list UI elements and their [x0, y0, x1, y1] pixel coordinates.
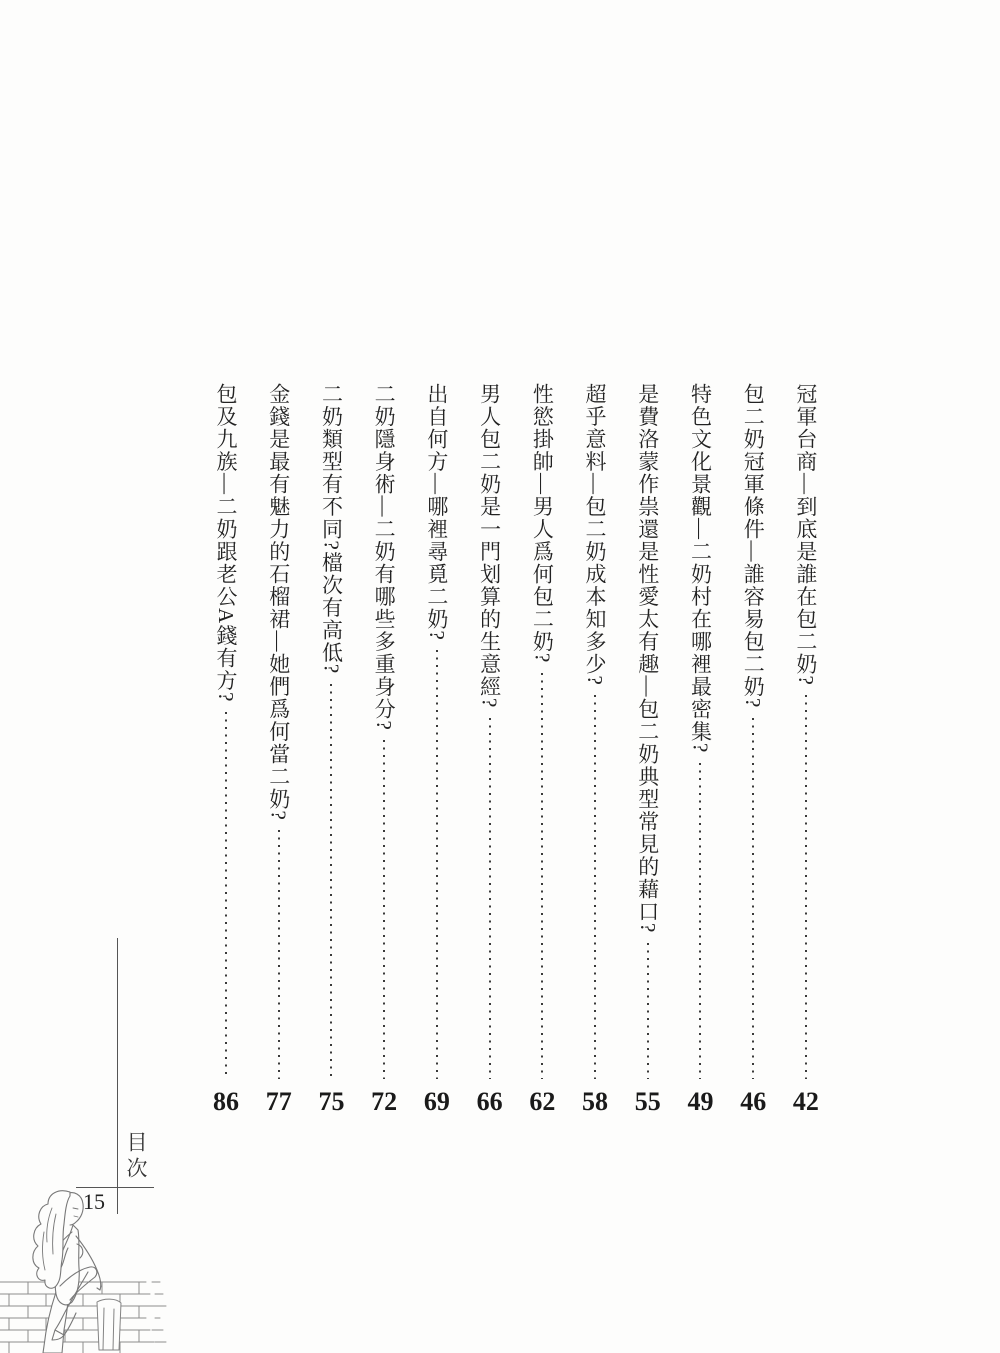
toc-entry-title: 二奶類型有不同?檔次有高低?: [319, 383, 344, 675]
toc-entry: [727, 383, 779, 1115]
page-number-folio: 15: [83, 1189, 105, 1214]
brick-wall-icon: [0, 1282, 166, 1353]
toc-page-number: 62: [529, 1087, 556, 1116]
toc-entry: [622, 383, 674, 1115]
toc-entry-title: 二奶隱身術—二奶有哪些多重身分?: [372, 383, 397, 732]
stool-icon: [97, 1299, 121, 1350]
toc-leader-dots: [225, 712, 227, 1079]
toc-entry: [253, 383, 305, 1115]
toc-entry-title: 超乎意料—包二奶成本知多少?: [583, 383, 608, 687]
toc-leader-dots: [330, 684, 332, 1079]
toc-entry-title: 冠軍台商—到底是誰在包二奶?: [793, 383, 818, 687]
toc-leader-dots: [383, 740, 385, 1079]
toc-page-number: 77: [265, 1087, 292, 1116]
toc-entry: [780, 383, 832, 1115]
toc-page-number: 55: [634, 1087, 661, 1116]
woman-on-brick-wall-illustration: [0, 1180, 200, 1353]
toc-leader-dots: [541, 673, 543, 1079]
woman-figure-icon: [33, 1191, 101, 1353]
toc-entry-title: 包及九族—二奶跟老公A錢有方?: [214, 383, 239, 703]
toc-leader-dots: [805, 695, 807, 1079]
toc-leader-dots: [436, 650, 438, 1079]
toc-entry: [200, 383, 252, 1115]
toc-leader-dots: [594, 695, 596, 1079]
toc-entry-title: 男人包二奶是一門划算的生意經?: [477, 383, 502, 709]
toc-leader-dots: [752, 718, 754, 1079]
toc-page-number: 75: [318, 1087, 345, 1116]
toc-page-number: 86: [213, 1087, 239, 1116]
toc-entry-title: 金錢是最有魅力的石榴裙—她們爲何當二奶?: [266, 383, 291, 822]
footer-vertical-rule: [117, 938, 118, 1214]
toc-page-number: 72: [371, 1087, 398, 1116]
toc-leader-dots: [647, 943, 649, 1079]
toc-entry: [358, 383, 410, 1115]
toc-page-number: 49: [687, 1087, 714, 1116]
toc-column-list: [200, 383, 832, 1115]
section-label: 目次: [124, 1131, 148, 1183]
toc-page-number: 69: [423, 1087, 450, 1116]
toc-entry-title: 特色文化景觀—二奶村在哪裡最密集?: [688, 383, 713, 754]
toc-page-number: 42: [792, 1087, 819, 1116]
toc-entry: [464, 383, 516, 1115]
toc-entry-title: 是費洛蒙作祟還是性愛太有趣—包二奶典型常見的藉口?: [635, 383, 660, 934]
toc-entry-title: 包二奶冠軍條件—誰容易包二奶?: [741, 383, 766, 709]
toc-leader-dots: [699, 763, 701, 1079]
toc-entry: [305, 383, 357, 1115]
toc-entry: [411, 383, 463, 1115]
toc-page-number: 58: [582, 1087, 609, 1116]
toc-entry: [516, 383, 568, 1115]
toc-page-number: 46: [740, 1087, 767, 1116]
toc-leader-dots: [278, 830, 280, 1079]
toc-entry-title: 性慾掛帥—男人爲何包二奶?: [530, 383, 555, 664]
toc-entry: [674, 383, 726, 1115]
toc-page-number: 66: [476, 1087, 503, 1116]
toc-leader-dots: [489, 718, 491, 1079]
toc-entry-title: 出自何方—哪裡尋覓二奶?: [424, 383, 449, 642]
toc-entry: [569, 383, 621, 1115]
